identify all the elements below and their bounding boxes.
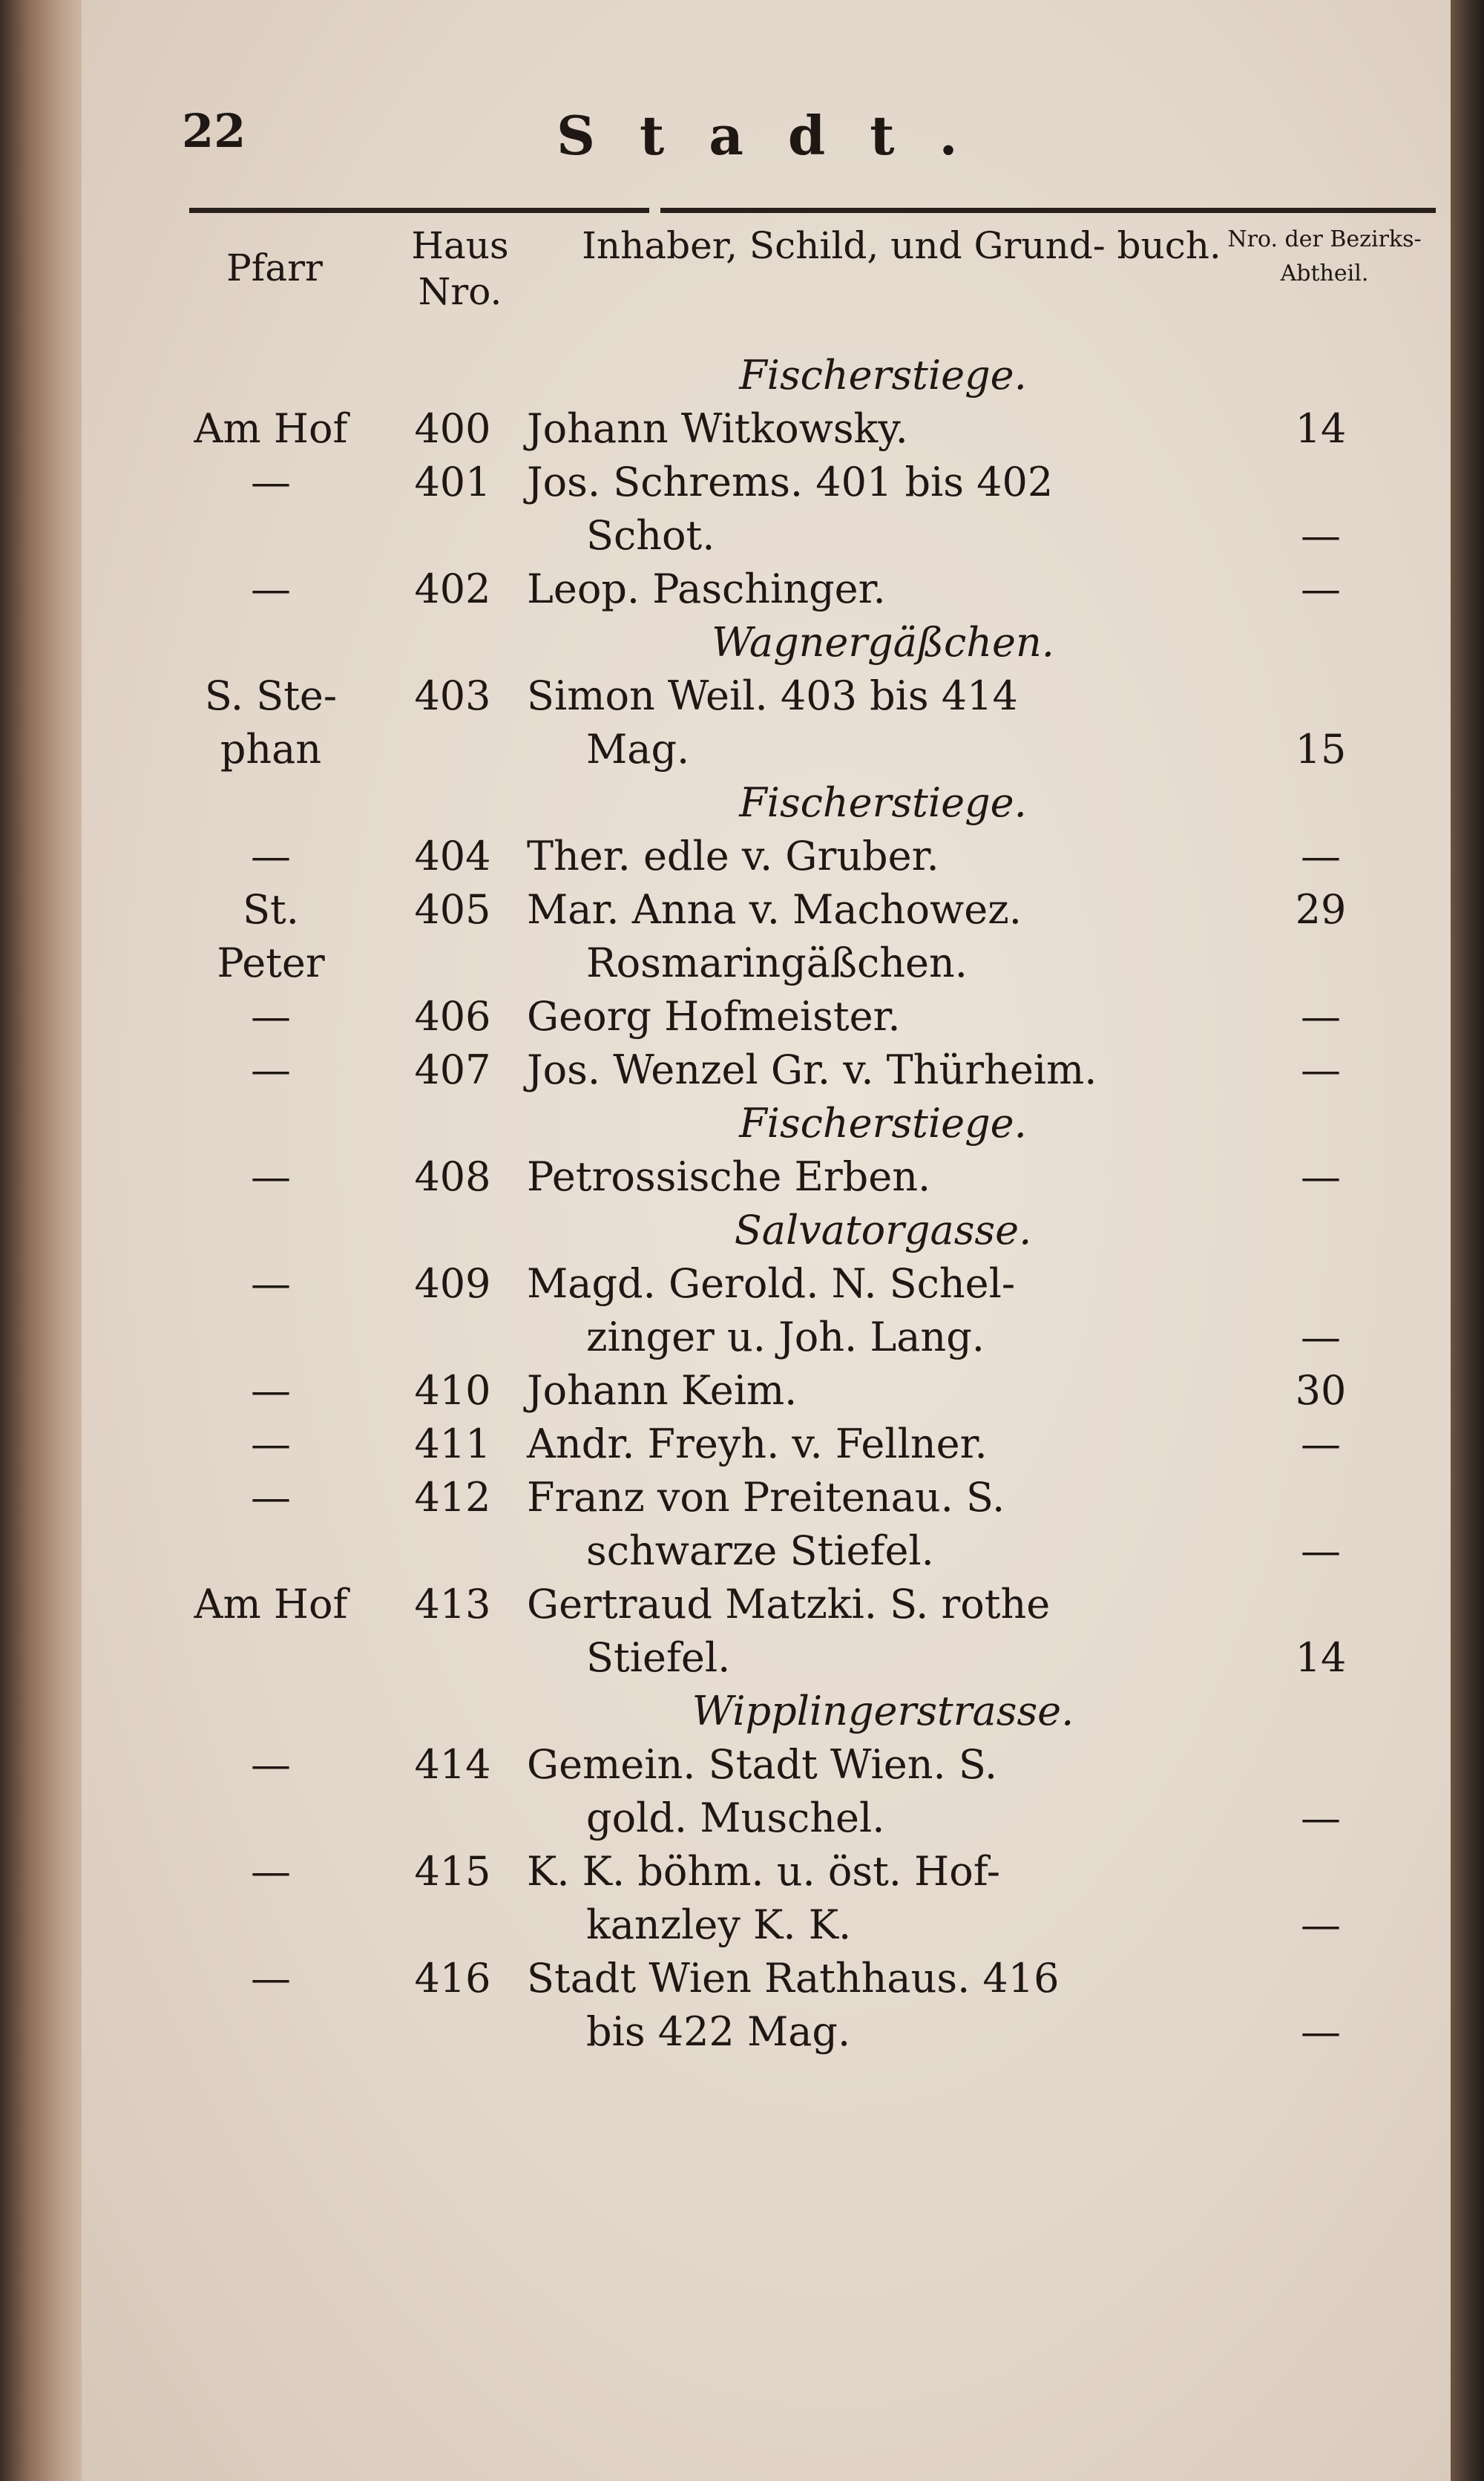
cell-bezirk: 15: [1295, 726, 1347, 773]
table-row: [82, 1524, 1451, 1578]
cell-inhaber: Stiefel.: [586, 1634, 731, 1681]
table-row: [82, 1952, 1451, 2005]
cell-haus-nro: 400: [414, 405, 491, 452]
cell-inhaber: Andr. Freyh. v. Fellner.: [527, 1420, 988, 1467]
cell-bezirk: —: [1301, 833, 1341, 879]
table-row: [82, 1898, 1451, 1952]
cell-pfarr: S. Ste-: [204, 672, 338, 719]
street-heading-row: [82, 776, 1451, 830]
cell-bezirk: —: [1301, 1527, 1341, 1574]
table-row: [82, 456, 1451, 509]
table-row: [82, 1578, 1451, 1631]
table-body: [82, 349, 1451, 2059]
table-row: [82, 1257, 1451, 1311]
table-row: [82, 1150, 1451, 1204]
header-rule: [660, 208, 1436, 213]
book-gutter: [0, 0, 82, 2481]
cell-pfarr: —: [251, 993, 291, 1040]
cell-inhaber: Mag.: [586, 726, 690, 773]
cell-pfarr: —: [251, 1741, 291, 1788]
cell-inhaber: K. K. böhm. u. öst. Hof-: [527, 1848, 1001, 1895]
table-header: [82, 223, 1451, 341]
cell-pfarr: —: [251, 833, 291, 879]
column-header-haus-nro: Haus Nro.: [411, 224, 509, 313]
cell-inhaber: zinger u. Joh. Lang.: [586, 1314, 985, 1360]
cell-haus-nro: 404: [414, 833, 491, 879]
cell-haus-nro: 412: [414, 1474, 491, 1521]
table-row: [82, 509, 1451, 563]
table-row: [82, 1418, 1451, 1471]
cell-bezirk: 29: [1295, 886, 1347, 933]
cell-bezirk: —: [1301, 1153, 1341, 1200]
cell-inhaber: Georg Hofmeister.: [527, 993, 901, 1040]
cell-haus-nro: 403: [414, 672, 491, 719]
cell-bezirk: 14: [1295, 1634, 1347, 1681]
cell-pfarr: —: [251, 1955, 291, 2002]
page-number: 22: [182, 104, 246, 158]
cell-pfarr: —: [251, 1474, 291, 1521]
cell-haus-nro: 409: [414, 1260, 491, 1307]
street-heading-row: [82, 349, 1451, 402]
cell-haus-nro: 407: [414, 1046, 491, 1093]
table-row: [82, 1364, 1451, 1418]
cell-pfarr: —: [251, 566, 291, 612]
cell-haus-nro: 410: [414, 1367, 491, 1414]
table-row: [82, 883, 1451, 937]
cell-pfarr: —: [251, 459, 291, 505]
cell-bezirk: —: [1301, 1314, 1341, 1360]
table-row: [82, 1845, 1451, 1898]
street-heading-row: [82, 1685, 1451, 1738]
cell-haus-nro: 408: [414, 1153, 491, 1200]
table-row: [82, 1311, 1451, 1364]
cell-inhaber: Johann Keim.: [527, 1367, 798, 1414]
street-name: Salvatorgasse.: [734, 1207, 1032, 1253]
cell-inhaber: Johann Witkowsky.: [527, 405, 908, 452]
cell-pfarr: —: [251, 1260, 291, 1307]
cell-haus-nro: 411: [414, 1420, 491, 1467]
cell-haus-nro: 406: [414, 993, 491, 1040]
cell-bezirk: —: [1301, 566, 1341, 612]
table-row: [82, 563, 1451, 616]
cell-bezirk: 14: [1295, 405, 1347, 452]
cell-inhaber: Rosmaringäßchen.: [586, 940, 968, 986]
table-row: [82, 1471, 1451, 1524]
street-name: Fischerstiege.: [739, 779, 1027, 826]
cell-haus-nro: 416: [414, 1955, 491, 2002]
cell-haus-nro: 413: [414, 1581, 491, 1628]
cell-haus-nro: 405: [414, 886, 491, 933]
cell-inhaber: bis 422 Mag.: [586, 2008, 851, 2055]
column-header-inhaber: Inhaber, Schild, und Grund- buch.: [582, 224, 1221, 267]
cell-inhaber: Ther. edle v. Gruber.: [527, 833, 939, 879]
cell-inhaber: Franz von Preitenau. S.: [527, 1474, 1005, 1521]
street-name: Fischerstiege.: [739, 352, 1027, 399]
cell-inhaber: Petrossische Erben.: [527, 1153, 931, 1200]
cell-haus-nro: 414: [414, 1741, 491, 1788]
cell-haus-nro: 401: [414, 459, 491, 505]
cell-inhaber: Mar. Anna v. Machowez.: [527, 886, 1022, 933]
table-row: [82, 1631, 1451, 1685]
table-row: [82, 1043, 1451, 1097]
cell-pfarr: Am Hof: [194, 1581, 348, 1628]
cell-inhaber: Schot.: [586, 512, 715, 559]
table-row: [82, 402, 1451, 456]
cell-bezirk: —: [1301, 993, 1341, 1040]
running-head: [82, 104, 1451, 178]
cell-pfarr: phan: [220, 726, 322, 773]
cell-bezirk: 30: [1295, 1367, 1347, 1414]
cell-haus-nro: 402: [414, 566, 491, 612]
cell-inhaber: Jos. Schrems. 401 bis 402: [527, 459, 1054, 505]
cell-inhaber: Simon Weil. 403 bis 414: [527, 672, 1018, 719]
table-row: [82, 1738, 1451, 1792]
cell-bezirk: —: [1301, 1420, 1341, 1467]
table-row: [82, 1792, 1451, 1845]
cell-pfarr: —: [251, 1848, 291, 1895]
cell-inhaber: gold. Muschel.: [586, 1795, 885, 1841]
street-heading-row: [82, 616, 1451, 669]
column-header-pfarr: Pfarr: [226, 246, 323, 289]
table-row: [82, 723, 1451, 776]
cell-bezirk: —: [1301, 512, 1341, 559]
table-row: [82, 990, 1451, 1043]
cell-inhaber: kanzley K. K.: [586, 1901, 852, 1948]
street-name: Wagnergäßchen.: [712, 619, 1054, 666]
cell-pfarr: —: [251, 1420, 291, 1467]
cell-haus-nro: 415: [414, 1848, 491, 1895]
cell-pfarr: Peter: [217, 940, 325, 986]
cell-inhaber: Leop. Paschinger.: [527, 566, 886, 612]
book-page: [82, 0, 1451, 2481]
cell-inhaber: Stadt Wien Rathhaus. 416: [527, 1955, 1060, 2002]
header-rule: [189, 208, 649, 213]
cell-pfarr: —: [251, 1153, 291, 1200]
book-edge: [1451, 0, 1484, 2481]
cell-bezirk: —: [1301, 2008, 1341, 2055]
street-heading-row: [82, 1204, 1451, 1257]
cell-bezirk: —: [1301, 1046, 1341, 1093]
table-row: [82, 2005, 1451, 2059]
running-title: Stadt.: [556, 104, 1002, 167]
table-row: [82, 937, 1451, 990]
cell-pfarr: —: [251, 1046, 291, 1093]
table-row: [82, 830, 1451, 883]
table-row: [82, 669, 1451, 723]
column-header-bezirk: Nro. der Bezirks- Abtheil.: [1227, 226, 1422, 286]
cell-inhaber: Gemein. Stadt Wien. S.: [527, 1741, 998, 1788]
cell-pfarr: —: [251, 1367, 291, 1414]
cell-pfarr: Am Hof: [194, 405, 348, 452]
cell-bezirk: —: [1301, 1795, 1341, 1841]
cell-inhaber: Gertraud Matzki. S. rothe: [527, 1581, 1051, 1628]
cell-inhaber: Magd. Gerold. N. Schel-: [527, 1260, 1016, 1307]
cell-bezirk: —: [1301, 1901, 1341, 1948]
cell-inhaber: schwarze Stiefel.: [586, 1527, 934, 1574]
cell-inhaber: Jos. Wenzel Gr. v. Thürheim.: [527, 1046, 1097, 1093]
cell-pfarr: St.: [243, 886, 299, 933]
street-heading-row: [82, 1097, 1451, 1150]
street-name: Wipplingerstrasse.: [692, 1688, 1074, 1734]
street-name: Fischerstiege.: [739, 1100, 1027, 1147]
